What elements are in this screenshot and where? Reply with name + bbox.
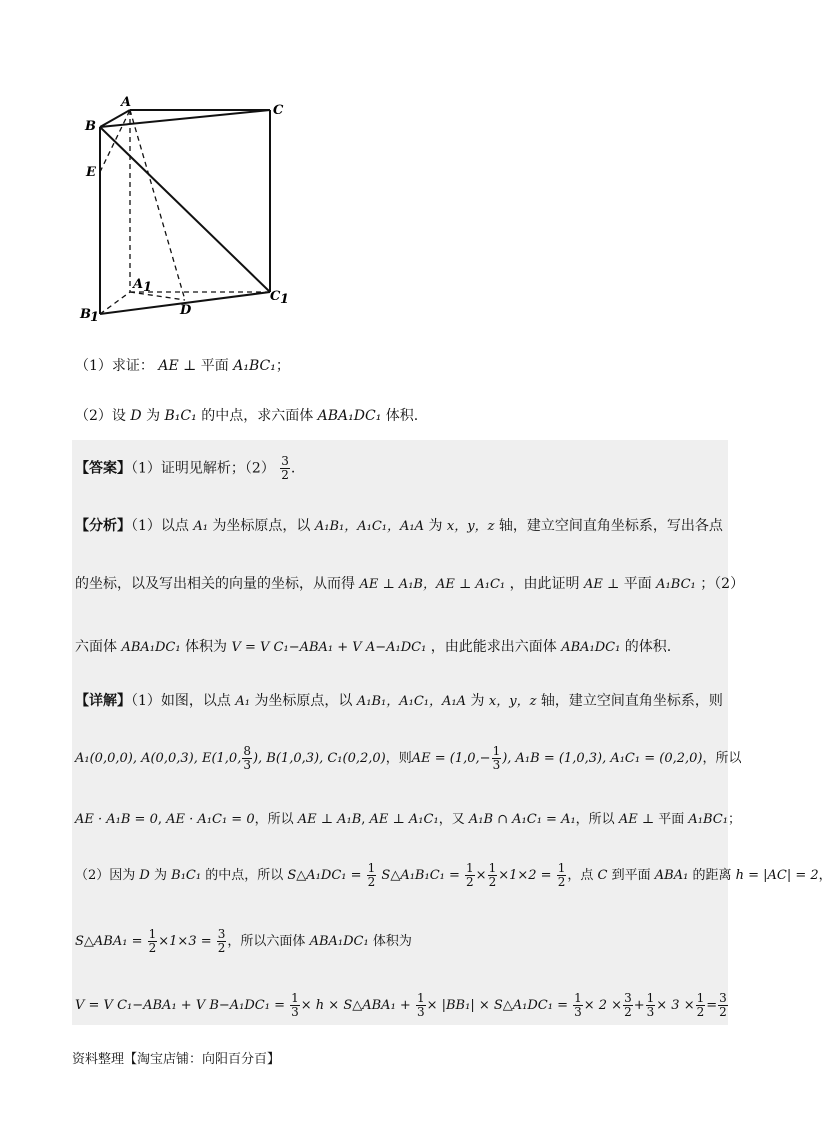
detail-three-halves: $\frac{3}{2}$ [217,927,226,955]
answer-frac-den: 2 [281,468,289,482]
label-B1-sub: 1 [90,310,100,325]
label-B: B [85,119,96,134]
detail-distance: h = |AC| = 2 [735,868,819,883]
detail-points-2: ), B(1,0,3), C₁(0,2,0) [252,751,386,766]
analysis-line-2 [75,573,744,593]
detail-line-2 [75,745,742,772]
detail-l1d: 轴，建立空间直角坐标系，则 [540,693,723,709]
question-1 [75,355,290,375]
analysis-tag: 【分析】 [75,518,131,534]
detail-equals: = [706,998,718,1013]
analysis-ae-perp: AE ⊥ [584,577,620,592]
detail-third-3: $\frac{1}{3}$ [574,991,582,1019]
detail-point-D: D [139,868,150,883]
detail-term-3: × 2 × [583,998,623,1013]
label-C1: C [270,289,281,304]
detail-plane-aba1: ABA₁ [654,868,689,883]
detail-plus: + [633,998,645,1013]
label-C1-sub: 1 [280,292,290,307]
footer-note: 资料整理【淘宝店铺：向阳百分百】 [72,1052,281,1067]
detail-line-5 [75,928,412,955]
prism-figure [75,92,305,332]
analysis-l2a: 的坐标，以及写出相关的向量的坐标，从而得 [75,576,355,592]
label-B1: B [80,307,91,322]
detail-l1c: 为 [470,693,485,709]
answer-line [75,455,295,482]
detail-l1b: 为坐标原点，以 [254,693,353,709]
detail-solid: ABA₁DC₁ [309,934,369,949]
detail-term-4: × 3 × [656,998,695,1013]
detail-tag: 【详解】 [75,693,131,709]
analysis-l1d: 轴，建立空间直角坐标系，写出各点 [498,518,723,534]
analysis-xyz: x，y，z [446,519,495,534]
analysis-solid-2: ABA₁DC₁ [561,640,621,655]
q1-end: ； [275,358,290,374]
q1-prefix: （1）求证： [75,358,154,374]
answer-text: （1）证明见解析；（2） [131,460,275,477]
detail-again: ，又 [438,812,465,827]
analysis-l3a: 六面体 [75,639,117,655]
detail-area-2: S△A₁B₁C₁ = [381,868,460,883]
detail-so: ，所以 [702,751,742,766]
analysis-l1b: 为坐标原点，以 [212,518,311,534]
detail-then: ，则 [385,751,412,766]
detail-third-1: $\frac{1}{3}$ [291,991,299,1019]
detail-plane-name: A₁BC₁ [688,812,728,827]
detail-frac-den: 3 [243,758,251,772]
detail-perp-2: AE ⊥ A₁C₁ [369,812,439,827]
detail-half-6: $\frac{1}{2}$ [696,991,705,1019]
detail-third-2: $\frac{1}{3}$ [416,991,425,1019]
label-C: C [273,103,284,118]
analysis-plane-name: A₁BC₁ [656,577,696,592]
analysis-axes: A₁B₁，A₁C₁，A₁A [314,519,425,534]
detail-line-1 [75,690,723,710]
analysis-solid: ABA₁DC₁ [121,640,181,655]
answer-tag: 【答案】 [75,460,131,477]
analysis-line-3 [75,636,671,656]
detail-line-6 [75,992,729,1019]
q1-math: AE ⊥ [158,358,197,374]
detail-times: × [475,868,487,883]
detail-point-C: C [597,868,608,883]
q2-end: 体积. [385,408,419,424]
detail-axes: A₁B₁，A₁C₁，A₁A [356,694,467,709]
detail-frac-8-3 [242,745,252,772]
detail-frac2-den: 3 [492,758,501,772]
detail-line-3: AE · A₁B = 0, AE · A₁C₁ = 0，所以 AE ⊥ A₁B, AE ⊥ A₁C₁，又 A₁B ∩ A₁C₁ = A₁，所以 AE ⊥ 平面 A₁BC₁； [75,812,741,827]
detail-frac-1-3 [492,745,502,772]
q1-plane: 平面 [200,358,229,374]
analysis-l1a: （1）以点 [131,518,189,534]
analysis-l2b: ，由此证明 [509,576,580,592]
analysis-l3c: ，由此能求出六面体 [430,639,557,655]
detail-area-1: S△A₁DC₁ = [287,868,362,883]
question-2 [75,405,418,425]
detail-area-aba1: S△ABA₁ = [75,934,143,949]
q2-prefix: （2）设 [75,408,126,424]
q1-plane-name: A₁BC₁ [233,358,276,374]
detail-vec-ae: AE = (1,0,− [411,751,491,766]
detail-xyz: x，y，z [488,694,537,709]
detail-segment: B₁C₁ [171,868,202,883]
answer-frac-num: 3 [281,454,289,468]
analysis-perp: AE ⊥ A₁B，AE ⊥ A₁C₁ [359,577,506,592]
detail-half-5: $\frac{1}{2}$ [148,927,157,955]
detail-three-halves-2: $\frac{3}{2}$ [624,991,632,1019]
label-E: E [86,165,96,180]
analysis-l2c: ；（2） [700,576,745,592]
detail-l4f: 的距离 [692,868,732,883]
detail-volume: V = V C₁−ABA₁ + V B−A₁DC₁ = [75,998,285,1013]
detail-term-2: × |BB₁| × S△A₁DC₁ = [426,998,568,1013]
label-A: A [121,95,132,110]
detail-result: $\frac{3}{2}$ [719,991,727,1019]
detail-l4e: 到平面 [611,868,651,883]
analysis-line-1 [75,515,723,535]
q2-segment: B₁C₁ [164,408,197,424]
detail-l5b: 体积为 [372,934,412,949]
q2-is: 为 [146,408,161,424]
detail-vecs: ), A₁B = (1,0,3), A₁C₁ = (0,2,0) [502,751,703,766]
detail-intersect: A₁B ∩ A₁C₁ = A₁ [468,812,576,827]
label-D: D [180,303,192,318]
detail-l4c: 的中点，所以 [205,868,284,883]
answer-fraction [280,455,290,482]
detail-l4a: （2）因为 [75,868,136,883]
q2-solid: ABA₁DC₁ [317,408,382,424]
detail-half-2: $\frac{1}{2}$ [466,861,474,889]
detail-frac-num: 8 [243,744,251,758]
detail-product-2: ×1×3 = [158,934,212,949]
detail-l3-end: ； [727,812,741,827]
detail-term-1: × h × S△ABA₁ + [300,998,411,1013]
detail-dot-1: AE · A₁B = 0 [75,812,158,827]
detail-l3-so2: ，所以 [575,812,615,827]
analysis-l3b: 体积为 [185,639,228,655]
detail-half-3: $\frac{1}{2}$ [488,861,497,889]
detail-l3-so: ，所以 [254,812,294,827]
analysis-l3d: 的体积. [624,639,672,655]
detail-product: ×1×2 = [498,868,552,883]
label-A1-sub: 1 [143,280,153,295]
analysis-l1c: 为 [428,518,443,534]
analysis-origin: A₁ [193,519,208,534]
q2-mid: 的中点，求六面体 [201,408,314,424]
detail-ae-perp: AE ⊥ [618,812,655,827]
detail-line-4 [75,862,832,889]
detail-l4b: 为 [154,868,168,883]
label-A1: A [133,277,144,292]
detail-l1a: （1）如图，以点 [131,693,231,709]
detail-half-1: $\frac{1}{2}$ [367,861,376,889]
q2-point-D: D [130,408,142,424]
analysis-plane: 平面 [623,576,652,592]
detail-half-4: $\frac{1}{2}$ [557,861,566,889]
detail-l5a: ，所以六面体 [227,934,306,949]
detail-points: A₁(0,0,0), A(0,0,3), E(1,0, [75,751,242,766]
detail-frac2-num: 1 [492,744,501,758]
detail-l4d: ，点 [567,868,594,883]
detail-perp-1: AE ⊥ A₁B [297,812,362,827]
detail-origin: A₁ [235,694,250,709]
detail-l4g: ， [818,868,832,883]
detail-third-4: $\frac{1}{3}$ [646,991,655,1019]
detail-dot-2: AE · A₁C₁ = 0 [166,812,255,827]
detail-plane: 平面 [658,812,685,827]
answer-end: . [290,460,296,477]
analysis-formula: V = V C₁−ABA₁ + V A−A₁DC₁ [231,640,427,655]
